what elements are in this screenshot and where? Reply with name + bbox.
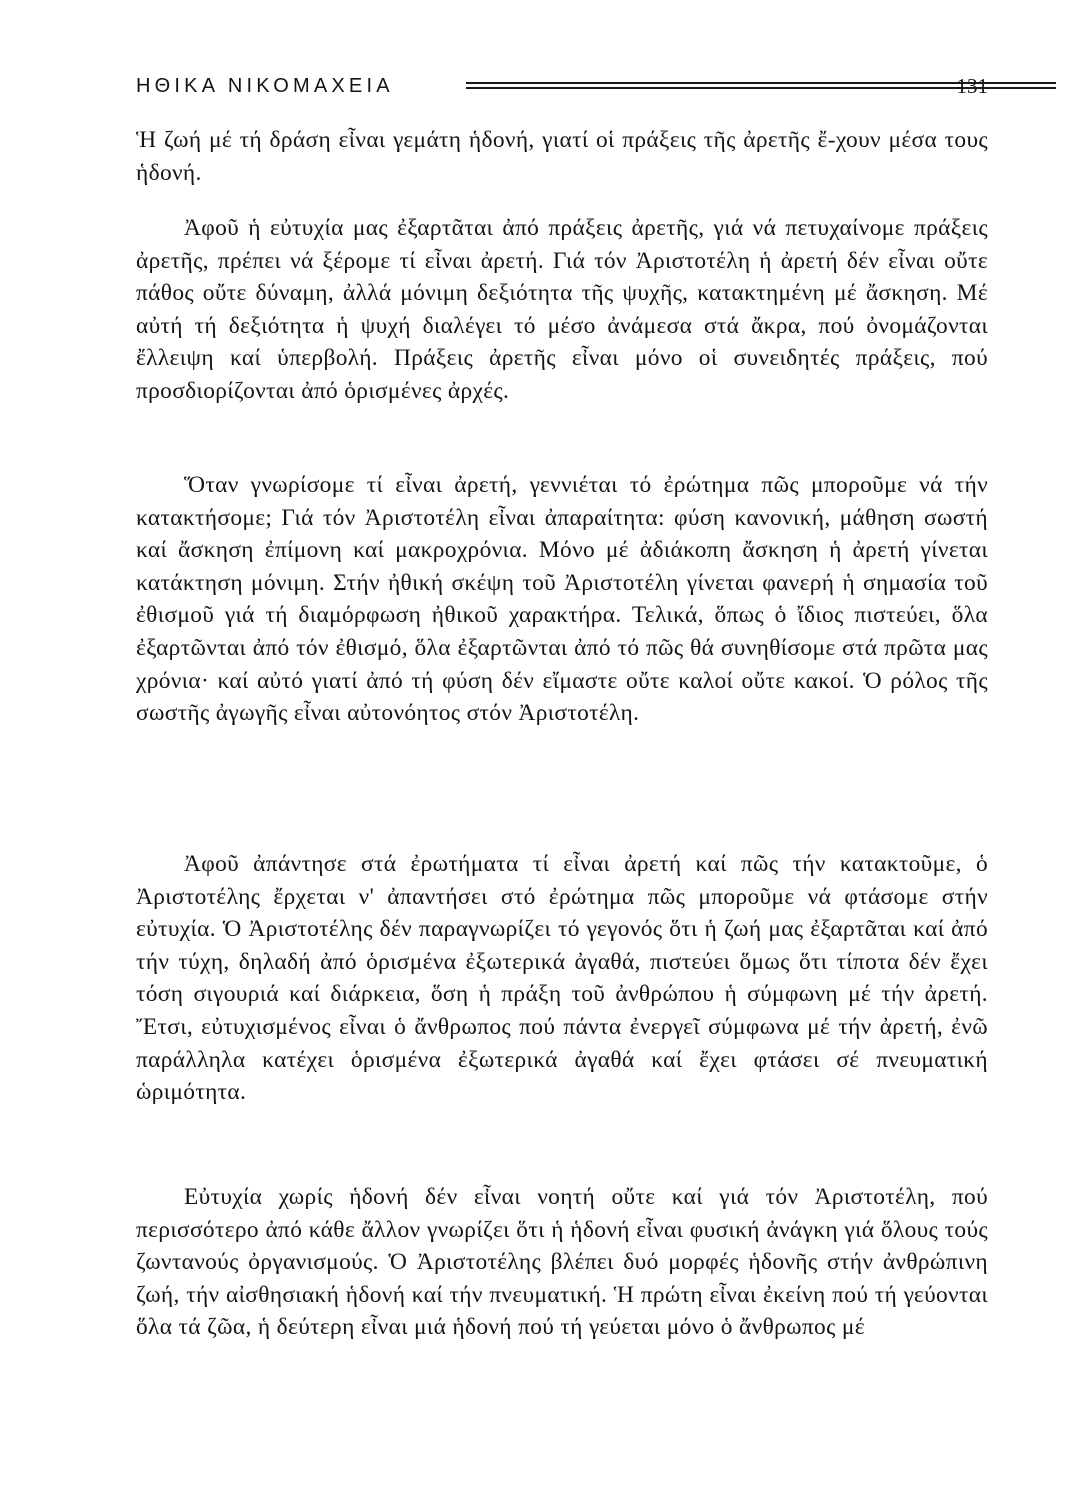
- running-title: ΗΘΙΚΑ ΝΙΚΟΜΑΧΕΙΑ: [136, 75, 394, 97]
- page-number: 131: [956, 74, 988, 98]
- paragraph-1: Ἡ ζωή μέ τή δράση εἶναι γεμάτη ἡδονή, γιατί οἱ πράξεις τῆς ἀρετῆς ἔ-χουν μέσα τους ἡδονή.: [136, 127, 988, 186]
- paragraph-3: Ὅταν γνωρίσομε τί εἶναι ἀρετή, γεννιέται τό ἐρώτημα πῶς μποροῦμε νά τήν κατακτήσομε; Γιά τόν Ἀριστοτέλη εἶναι ἀπαραίτητα: φύση κανονική, μάθηση σωστή καί ἄσκηση ἐπίμονη καί μακροχρόνια. Μόνο μέ ἀδιάκοπη ἄσκηση ἡ ἀρετή γίνεται κατάκτηση μόνιμη. Στήν ἠθική σκέψη τοῦ Ἀριστοτέλη γίνεται φανερή ἡ σημασία τοῦ ἐθισμοῦ γιά τή διαμόρφωση ἠθικοῦ χαρακτήρα. Τελικά, ὅπως ὁ ἴδιος πιστεύει, ὅλα ἐξαρτῶνται ἀπό τόν ἐθισμό, ὅλα ἐξαρτῶνται ἀπό τό πῶς θά συνηθίσομε στά πρῶτα μας χρόνια· καί αὐτό γιατί ἀπό τή φύση δέν εἴμαστε οὔτε καλοί οὔτε κακοί. Ὁ ρόλος τῆς σωστῆς ἀγωγῆς εἶναι αὐτονόητος στόν Ἀριστοτέλη.: [136, 472, 988, 727]
- paragraph-4: Ἀφοῦ ἀπάντησε στά ἐρωτήματα τί εἶναι ἀρετή καί πῶς τήν κατακτοῦμε, ὁ Ἀριστοτέλης ἔρχεται ν' ἀπαντήσει στό ἐρώτημα πῶς μποροῦμε νά φτάσομε στήν εὐτυχία. Ὁ Ἀριστοτέλης δέν παραγνωρίζει τό γεγονός ὅτι ἡ ζωή μας ἐξαρτᾶται καί ἀπό τήν τύχη, δηλαδή ἀπό ὁρισμένα ἐξωτερικά ἀγαθά, πιστεύει ὅμως ὅτι τίποτα δέν ἔχει τόση σιγουριά καί διάρκεια, ὅση ἡ πράξη τοῦ ἀνθρώπου ἡ σύμφωνη μέ τήν ἀρετή. Ἔτσι, εὐτυχισμένος εἶναι ὁ ἄνθρωπος πού πάντα ἐνεργεῖ σύμφωνα μέ τήν ἀρετή, ἐνῶ παράλληλα κατέχει ὁρισμένα ἐξωτερικά ἀγαθά καί ἔχει φτάσει σέ πνευματική ὡριμότητα.: [136, 851, 988, 1106]
- paragraph-2: Ἀφοῦ ἡ εὐτυχία μας ἐξαρτᾶται ἀπό πράξεις ἀρετῆς, γιά νά πετυχαίνομε πράξεις ἀρετῆς, πρέπει νά ξέρομε τί εἶναι ἀρετή. Γιά τόν Ἀριστοτέλη ἡ ἀρετή δέν εἶναι οὔτε πάθος οὔτε δύναμη, ἀλλά μόνιμη δεξιότητα τῆς ψυχῆς, κατακτημένη μέ ἄσκηση. Μέ αὐτή τή δεξιότητα ἡ ψυχή διαλέγει τό μέσο ἀνάμεσα στά ἄκρα, πού ὀνομάζονται ἔλλειψη καί ὑπερβολή. Πράξεις ἀρετῆς εἶναι μόνο οἱ συνειδητές πράξεις, πού προσδιορίζονται ἀπό ὁρισμένες ἀρχές.: [136, 215, 988, 404]
- running-header: [136, 74, 988, 102]
- paragraph-5: Εὐτυχία χωρίς ἡδονή δέν εἶναι νοητή οὔτε καί γιά τόν Ἀριστοτέλη, πού περισσότερο ἀπό κάθε ἄλλον γνωρίζει ὅτι ἡ ἡδονή εἶναι φυσική ἀνάγκη γιά ὅλους τούς ζωντανούς ὀργανισμούς. Ὁ Ἀριστοτέλης βλέπει δυό μορφές ἡδονῆς στήν ἀνθρώπινη ζωή, τήν αἰσθησιακή ἡδονή καί τήν πνευματική. Ἡ πρώτη εἶναι ἐκείνη πού τή γεύονται ὅλα τά ζῶα, ἡ δεύτερη εἶναι μιά ἡδονή πού τή γεύεται μόνο ὁ ἄνθρωπος μέ: [136, 1184, 988, 1341]
